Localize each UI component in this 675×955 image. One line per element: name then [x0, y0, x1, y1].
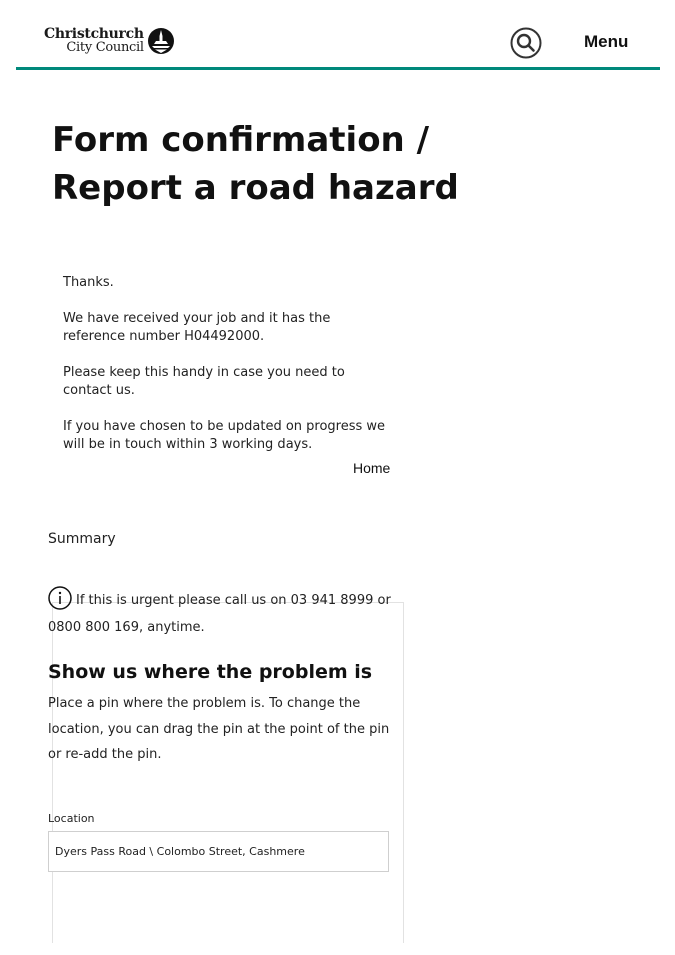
home-link[interactable]: Home [353, 460, 391, 476]
summary-heading: Summary [48, 531, 116, 547]
updates-text: If you have chosen to be updated on progress we will be in touch within 3 working days. [63, 419, 386, 452]
header-divider [16, 67, 660, 70]
map-frame[interactable] [52, 602, 404, 943]
page-title-line-2: Report a road hazard [52, 168, 459, 208]
reference-text: We have received your job and it has the reference number H04492000. [63, 311, 331, 344]
keep-handy-text: Please keep this handy in case you need to contact us. [63, 365, 345, 398]
site-header [0, 0, 675, 70]
location-label: Location [48, 812, 95, 825]
pin-instructions: Place a pin where the problem is. To change the location, you can drag the pin at the point of the pin or re-add the pin. [48, 696, 390, 762]
search-icon[interactable] [510, 27, 542, 59]
menu-button[interactable]: Menu [584, 32, 629, 51]
confirmation-message [63, 274, 393, 472]
logo-line-2: City Council [66, 40, 144, 55]
page-title [52, 116, 472, 212]
urgent-notice [48, 586, 398, 641]
section-heading: Show us where the problem is [48, 661, 373, 683]
location-input[interactable] [48, 831, 389, 872]
cathedral-logo-icon [147, 27, 175, 55]
logo-line-1: Christchurch [44, 26, 144, 42]
info-icon [48, 586, 72, 610]
logo-text [44, 28, 144, 54]
page-title-line-1: Form confirmation / [52, 120, 430, 160]
council-logo[interactable] [44, 26, 175, 56]
urgent-text: If this is urgent please call us on 03 941 8999 or 0800 800 169, anytime. [48, 593, 391, 635]
thanks-text: Thanks. [63, 275, 114, 290]
